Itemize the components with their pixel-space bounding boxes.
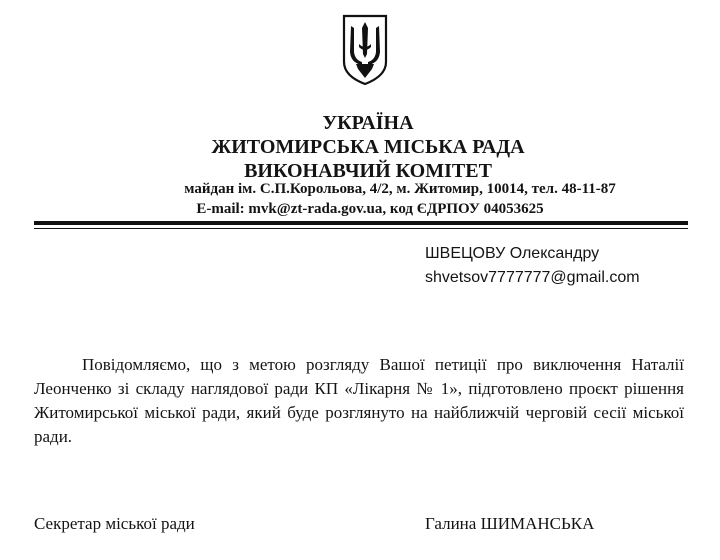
letter-body-text: Повідомляємо, що з метою розгляду Вашої петиції про виключення Наталії Леонченко зі складу наглядової ради КП «Лікарня № 1», підготовлено проєкт рішення Житомирської міської ради, який буде розглянуто на найближчій черговій сесії міської ради.: [34, 355, 684, 446]
committee-heading: ВИКОНАВЧИЙ КОМІТЕТ: [244, 160, 492, 182]
addressee-block: [425, 242, 640, 290]
addressee-name: ШВЕЦОВУ Олександру: [425, 245, 600, 262]
header-divider-thick: [34, 221, 688, 225]
contacts-line: E-mail: mvk@zt-rada.gov.ua, код ЄДРПОУ 04053625: [196, 201, 544, 217]
letter-body: [34, 353, 684, 449]
council-heading: ЖИТОМИРСЬКА МІСЬКА РАДА: [211, 136, 525, 158]
country-heading: УКРАЇНА: [322, 112, 414, 134]
address-line: майдан ім. С.П.Корольова, 4/2, м. Житомир, 10014, тел. 48-11-87: [184, 181, 616, 197]
signatory-name: Галина ШИМАНСЬКА: [425, 514, 595, 533]
header-divider-thin: [34, 228, 688, 229]
trident-icon: [342, 14, 388, 86]
addressee-email: shvetsov7777777@gmail.com: [425, 269, 640, 286]
signatory-position: Секретар міської ради: [34, 514, 195, 533]
